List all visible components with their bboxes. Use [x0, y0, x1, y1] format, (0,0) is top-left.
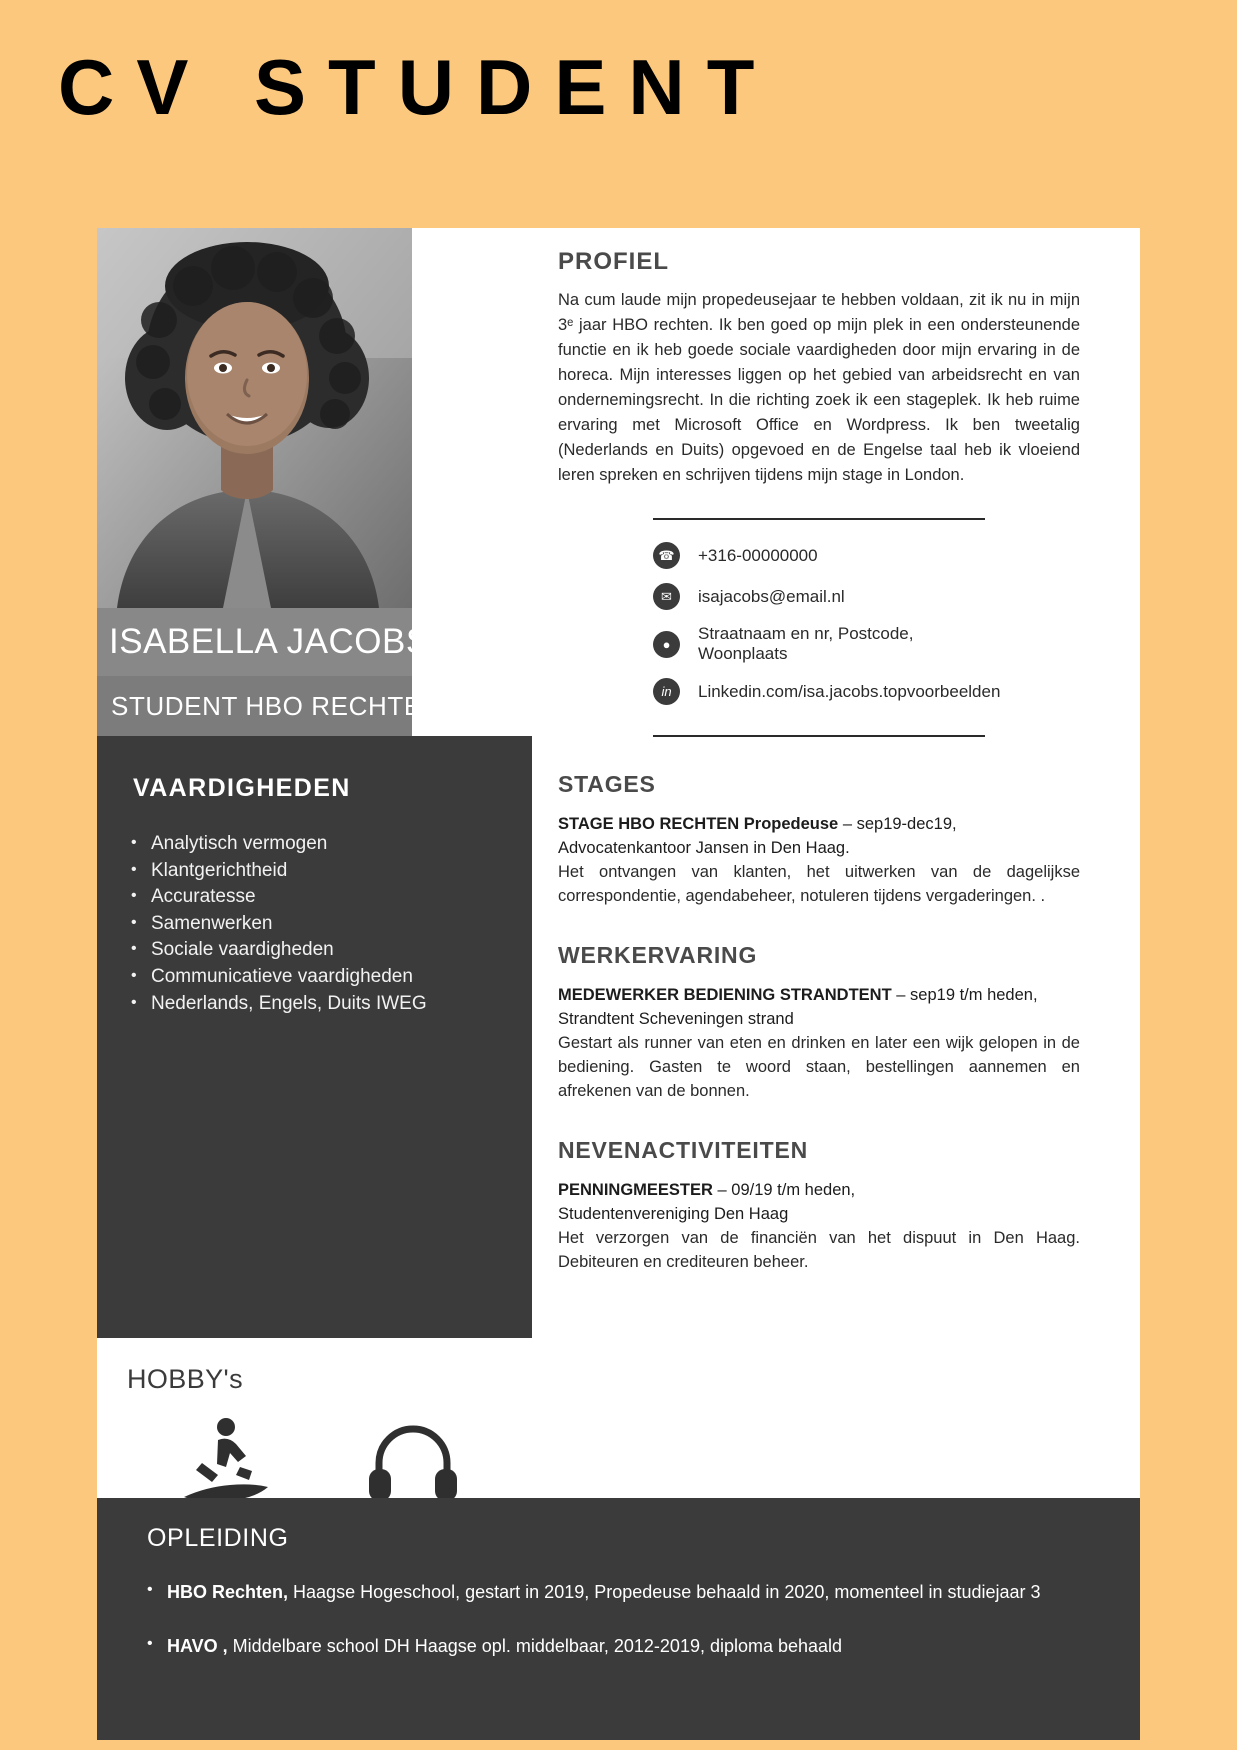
divider-top — [653, 518, 985, 520]
werkervaring-entry-role — [558, 983, 1080, 1007]
nevenactiviteiten-entry-period: – 09/19 t/m heden, — [717, 1181, 856, 1199]
werkervaring-entry-description: Gestart als runner van eten en drinken en later een wijk gelopen in de bediening. Gasten te woord staan, bestellingen aannemen en afrekenen van de bonnen. — [558, 1034, 1080, 1100]
opleiding-item-rest: Middelbare school DH Haagse opl. middelbaar, 2012-2019, diploma behaald — [227, 1636, 843, 1656]
opleiding-item-bold: HBO Rechten, — [167, 1582, 289, 1602]
opleiding-list — [137, 1579, 1100, 1659]
location-icon: ● — [653, 631, 680, 658]
nevenactiviteiten-entry-role — [558, 1178, 1080, 1202]
contact-email-value: isajacobs@email.nl — [698, 586, 845, 606]
opleiding-item-rest: Haagse Hogeschool, gestart in 2019, Propedeuse behaald in 2020, momenteel in studiejaar 3 — [288, 1582, 1041, 1602]
contact-phone-value: +316-00000000 — [698, 545, 818, 565]
hobbies-title: HOBBY's — [127, 1364, 243, 1394]
list-item: • Klantgerichtheid — [123, 858, 506, 885]
werkervaring-title: WERKERVARING — [558, 942, 758, 968]
divider-bottom — [653, 735, 985, 737]
profile-title: PROFIEL — [558, 248, 670, 275]
werkervaring-entry-organisation: Strandtent Scheveningen strand — [558, 1010, 794, 1028]
stages-section — [558, 771, 1080, 908]
phone-icon: ☎ — [653, 542, 680, 569]
contact-list — [653, 542, 1001, 705]
portrait-photo-graphic — [97, 228, 412, 608]
list-item: • Communicatieve vaardigheden — [123, 964, 506, 991]
nevenactiviteiten-entry-role-text: PENNINGMEESTER — [558, 1181, 713, 1199]
person-role: STUDENT HBO RECHTEN — [97, 676, 412, 736]
contact-address — [653, 624, 985, 664]
werkervaring-entry-period: – sep19 t/m heden, — [896, 986, 1038, 1004]
cv-document — [97, 228, 1140, 1740]
page-title: CV STUDENT — [58, 43, 777, 131]
stages-entry-role — [558, 812, 1080, 836]
skills-list — [123, 831, 506, 1017]
list-item — [137, 1633, 1100, 1659]
stages-entry-organisation: Advocatenkantoor Jansen in Den Haag. — [558, 839, 850, 857]
stages-entry-description: Het ontvangen van klanten, het uitwerken van de dagelijkse correspondentie, agendabeheer, notuleren tijdens vergaderingen. . — [558, 863, 1080, 905]
list-item: • Sociale vaardigheden — [123, 937, 506, 964]
stages-entry-role-text: STAGE HBO RECHTEN Propedeuse — [558, 815, 839, 833]
portrait-photo — [97, 228, 412, 608]
opleiding-title: OPLEIDING — [147, 1524, 289, 1552]
list-item: • Accuratesse — [123, 884, 506, 911]
opleiding-section — [97, 1498, 1140, 1740]
list-item: • Analytisch vermogen — [123, 831, 506, 858]
contact-linkedin-value: Linkedin.com/isa.jacobs.topvoorbeelden — [698, 681, 1001, 701]
nevenactiviteiten-entry-organisation: Studentenvereniging Den Haag — [558, 1205, 789, 1223]
contact-email[interactable] — [653, 583, 985, 610]
email-icon: ✉ — [653, 583, 680, 610]
right-column — [532, 228, 1140, 1274]
list-item: • Nederlands, Engels, Duits IWEG — [123, 991, 506, 1018]
contact-phone[interactable] — [653, 542, 985, 569]
opleiding-item-bold: HAVO , — [167, 1636, 228, 1656]
person-name: ISABELLA JACOBS — [97, 608, 412, 676]
stages-entry-period: – sep19-dec19, — [842, 815, 957, 833]
list-item: • Samenwerken — [123, 911, 506, 938]
list-item — [137, 1579, 1100, 1605]
linkedin-icon: in — [653, 678, 680, 705]
skills-section — [97, 736, 532, 1338]
skills-title: VAARDIGHEDEN — [133, 774, 351, 802]
werkervaring-section — [558, 942, 1080, 1103]
profile-text: Na cum laude mijn propedeusejaar te hebben voldaan, zit ik nu in mijn 3ᵉ jaar HBO rechten. Ik ben goed op mijn plek in een ondersteunende functie en ik heb goede sociale vaardigheden door mijn ervaring in de horeca. Mijn interesses liggen op het gebied van arbeidsrecht en van ondernemingsrecht. In die richting zoek ik een stageplek. Ik heb ruime ervaring met Microsoft Office en Wordpress. Ik ben tweetalig (Nederlands en Duits) opgevoed en de Engelse taal heb ik vloeiend leren spreken en schrijven tijdens mijn stage in London. — [558, 291, 1080, 484]
stages-title: STAGES — [558, 771, 656, 797]
nevenactiviteiten-title: NEVENACTIVITEITEN — [558, 1137, 809, 1163]
contact-address-value: Straatnaam en nr, Postcode, Woonplaats — [698, 624, 914, 663]
contact-linkedin[interactable] — [653, 678, 1001, 705]
werkervaring-entry-role-text: MEDEWERKER BEDIENING STRANDTENT — [558, 986, 892, 1004]
nevenactiviteiten-entry-description: Het verzorgen van de financiën van het dispuut in Den Haag. Debiteuren en crediteuren beheer. — [558, 1229, 1080, 1271]
nevenactiviteiten-section — [558, 1137, 1080, 1274]
